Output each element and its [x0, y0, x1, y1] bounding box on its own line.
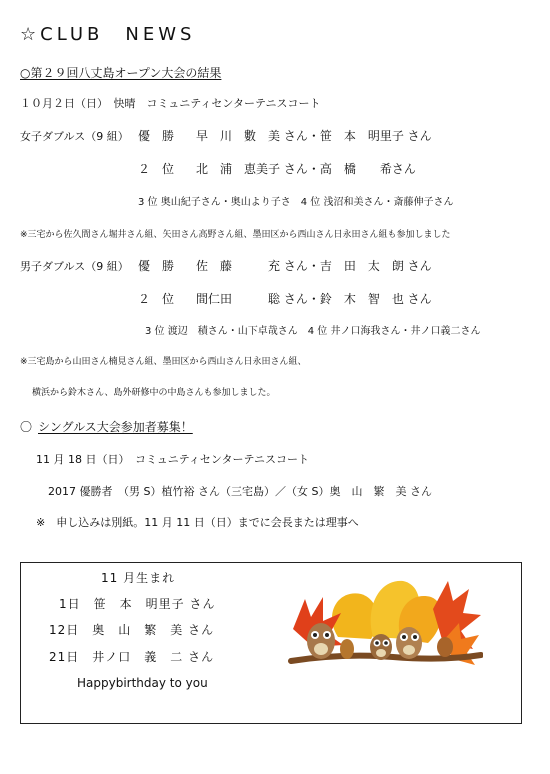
birthday-message: Happybirthday to you	[77, 676, 208, 690]
mens-second-names: 間仁田 聡 さん・鈴 木 智 也 さん	[196, 292, 432, 306]
mens-third-fourth: 3 位 渡辺 積さん・山下卓哉さん 4 位 井ノ口海我さん・井ノ口義二さん	[145, 326, 481, 337]
section2-date: 11 月 18 日（日） コミュニティセンターテニスコート	[36, 453, 310, 466]
newsletter-title: ☆CLUB NEWS	[20, 24, 196, 45]
birthday-box	[20, 562, 522, 724]
mens-second-rank: ２ 位	[138, 292, 175, 306]
section2-apply: ※ 申し込みは別紙。11 月 11 日（日）までに会長または理事へ	[36, 516, 359, 529]
section1-date: １０月２日（日） 快晴 コミュニティセンターテニスコート	[20, 97, 321, 110]
womens-winner-rank: 優 勝	[138, 129, 175, 143]
womens-second-names: 北 浦 恵美子 さん・高 橋 希さん	[196, 162, 416, 176]
autumn-leaves-owls-icon	[283, 569, 483, 679]
womens-note: ※三宅から佐久間さん堀井さん組、矢田さん高野さん組、墨田区から西山さん日永田さん組も参加しました	[20, 230, 451, 240]
mens-winner-rank: 優 勝	[138, 259, 175, 273]
womens-second-rank: ２ 位	[138, 162, 175, 176]
section2-heading-mark: 〇	[20, 420, 33, 434]
birthday-entry: 21日 井ノ口 義 二 さん	[49, 650, 215, 664]
womens-third-fourth: 3 位 奥山紀子さん・奥山より子さ 4 位 浅沼和美さん・斎藤伸子さん	[138, 197, 454, 208]
birthday-entry: 1日 笹 本 明里子 さん	[59, 597, 216, 611]
womens-label: 女子ダブルス（9 組）	[20, 130, 129, 143]
section2-winners: 2017 優勝者 （男 S）植竹裕 さん（三宅島）／（女 S）奥 山 繁 美 さん	[48, 485, 432, 498]
mens-note-2: 横浜から鈴木さん、島外研修中の中島さんも参加しました。	[32, 388, 276, 398]
section2-heading: シングルス大会参加者募集！	[38, 420, 193, 434]
mens-winner-names: 佐 藤 充 さん・吉 田 太 朗 さん	[196, 259, 432, 273]
mens-note-1: ※三宅島から山田さん楠見さん組、墨田区から西山さん日永田さん組、	[20, 357, 307, 367]
womens-winner-names: 早 川 數 美 さん・笹 本 明里子 さん	[196, 129, 432, 143]
mens-label: 男子ダブルス（9 組）	[20, 260, 129, 273]
birthday-entry: 12日 奥 山 繁 美 さん	[49, 623, 215, 637]
birthday-heading: 11 月生まれ	[101, 571, 176, 585]
section1-heading: ○第２９回八丈島オープン大会の結果	[20, 66, 222, 80]
